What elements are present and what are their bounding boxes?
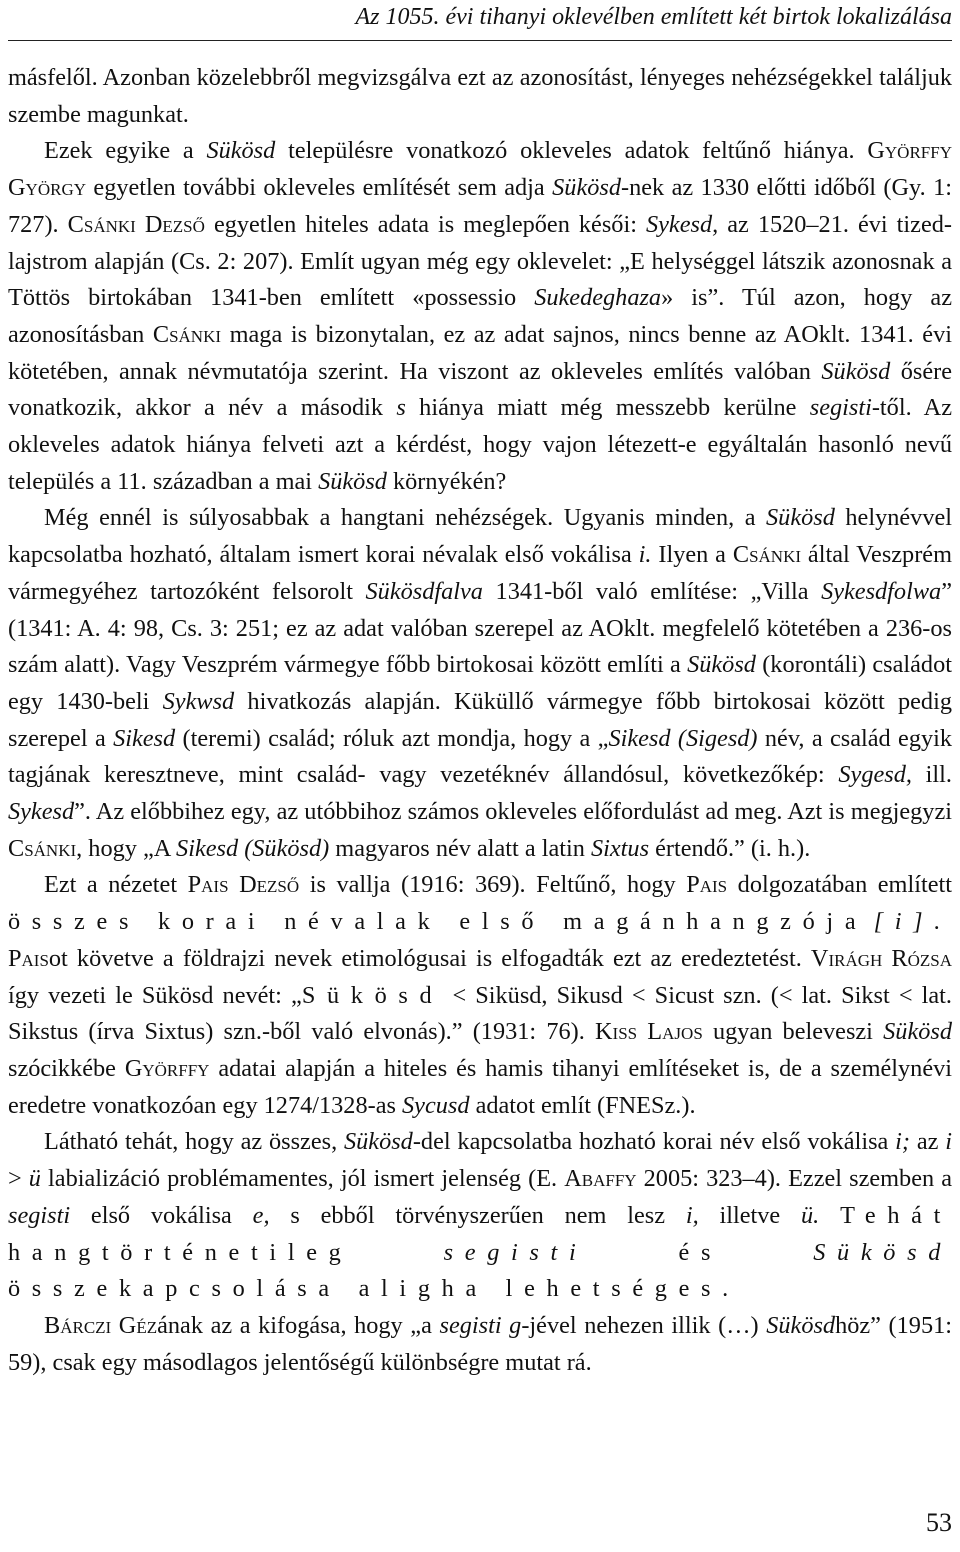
text-span (819, 1202, 840, 1229)
text-span: labializáció problémamentes, jól ismert jelenség (E. (40, 1165, 565, 1193)
text-span: Sykesd, (645, 210, 719, 238)
text-span: -del kapcsolatba hozható korai név első vokálisa (412, 1128, 896, 1156)
text-span: Virágh Rózsa (810, 944, 952, 972)
text-span: Sükösd (343, 1128, 413, 1156)
paragraph (8, 500, 952, 867)
text-span: Pais Dezső (187, 871, 300, 899)
text-span: ill. (911, 761, 952, 789)
running-title: Az 1055. évi tihanyi oklevélben említett két birtok lokalizálása (355, 4, 952, 30)
text-span: Sükösdfalva (365, 577, 483, 605)
text-span: Még ennél is súlyosabbak a hangtani nehézségek. Ugyanis minden, a (44, 504, 767, 532)
header-rule (8, 40, 952, 41)
text-span: (korontáli) családot egy 1430-beli (8, 651, 952, 715)
text-span: településre vonatkozó okleveles adatok feltűnő hiánya. (275, 137, 868, 165)
text-span: Pais (8, 944, 49, 972)
text-span: Sükösd (301, 981, 444, 1009)
text-span: Kiss Lajos (595, 1018, 703, 1046)
text-span: Sykesd (8, 798, 75, 826)
text-span: adatot említ (FNESz.). (469, 1091, 696, 1119)
text-span: ának az a kifogása, hogy „a (157, 1311, 440, 1339)
text-span: (teremi) család; róluk azt mondja, hogy a „ (175, 724, 609, 752)
page-number: 53 (926, 1508, 952, 1537)
text-span: Bárczi Géz (44, 1311, 158, 1339)
text-span: < Siküsd, Sikusd < Sicust szn. (< lat. Sikst < lat. Sikstus (írva Sixtus) szn.-ből való elvonás).” (1931: 76). (8, 981, 952, 1046)
text-span: ” (1341: A. 4: 98, Cs. 3: 251; ez az adat valóban szerepel az AOklt. megfelelő kötetében a 236-os szám alatt). Vagy Veszprém vármegye főbb birtokosai között említi a (8, 577, 952, 679)
text-span: Sixtus (591, 834, 650, 862)
text-span: s ebből törvényszerűen nem lesz (269, 1201, 686, 1229)
text-span: másfelől. Azonban közelebbről megvizsgálva ezt az azonosítást, lényeges nehézségekkel találjuk szembe magunkat. (8, 64, 952, 128)
text-span: 2005: 323–4). Ezzel szemben a (636, 1165, 952, 1193)
text-span: -től. Az okleveles adatok hiánya felveti azt a kérdést, hogy vajon létezett-e egyáltalán hasonló nevű település a 11. században a mai (8, 394, 952, 495)
text-span: szócikkébe (8, 1054, 125, 1082)
running-header (8, 2, 952, 32)
text-span: helynévvel kapcsolatba hozható, általam ismert korai névalak első vokálisa (8, 504, 953, 569)
text-span: 1341-ből való említése: „Villa (482, 577, 822, 605)
text-span: i (945, 1128, 952, 1156)
text-span: ü (28, 1165, 41, 1193)
text-span: így vezeti le Sükösd nevét: „ (8, 981, 302, 1009)
text-span: > (8, 1165, 29, 1193)
text-span: dolgozatában említett (727, 871, 952, 899)
text-span: Sükösd (813, 1238, 953, 1266)
text-span: e, (252, 1201, 270, 1229)
text-span: Sükösd (766, 504, 835, 532)
text-span: , hogy „A (76, 834, 177, 862)
text-span: Sykwsd (162, 687, 235, 715)
text-span: illetve (698, 1201, 802, 1229)
text-span: maga is bizonytalan, ez az adat sajnos, nincs benne az AOklt. 1341. évi kötetében, annak névmutatója szerint. Ha viszont az okleveles említés valóban (8, 320, 952, 385)
text-span: magyaros név alatt a latin (329, 834, 591, 862)
paragraph (8, 133, 952, 500)
text-span: Sykesdfolwa (821, 577, 942, 605)
text-span: segisti (443, 1238, 588, 1266)
text-span: hiánya miatt még messzebb kerülne (405, 394, 810, 422)
paragraph (8, 60, 952, 133)
text-span: név, a család egyik tagjának keresztneve, mint család- vagy vezetéknév állandósul, következőkép: (8, 724, 953, 789)
text-span: hivatkozás alapján. Küküllő vármegye főbb birtokosai között pedig szerepel a (8, 687, 952, 752)
body-text (8, 60, 952, 1381)
text-span: által Veszprém vármegyéhez tartozóként felsorolt (8, 541, 952, 605)
text-span: értendő.” (i. h.). (649, 834, 811, 862)
text-span: egyetlen hiteles adata is meglepően késői: (204, 210, 646, 238)
text-span: összes korai névalak első magánhangzója (8, 908, 868, 936)
text-span: Csánki (152, 320, 222, 348)
text-span: Sükösd (883, 1018, 952, 1046)
text-span: i, (685, 1201, 699, 1229)
text-span: Abaffy (564, 1165, 637, 1193)
text-span: -nek az 1330 előtti időből (Gy. 1: 727). (8, 174, 953, 238)
text-span: segisti g (439, 1311, 522, 1339)
paragraph (8, 1124, 952, 1308)
text-span: Sikesd (113, 724, 176, 752)
text-span: segisti (809, 394, 872, 422)
text-span: Sygesd, (838, 761, 912, 789)
text-span: Csánki (732, 541, 802, 569)
text-span: höz” (1951: 59), csak egy másodlagos jelentőségű különbségre mutat rá. (8, 1311, 952, 1376)
text-span: egyetlen további okleveles említését sem adja (86, 174, 553, 202)
text-span (722, 1239, 813, 1266)
text-span: Györffy (124, 1054, 210, 1082)
paragraph (8, 867, 952, 1124)
text-span: összekapcsolása aligha lehetséges. (8, 1275, 740, 1303)
text-span: ősére vonatkozik, akkor a név a második (8, 357, 952, 422)
text-span: Sycusd (402, 1091, 470, 1119)
text-span: és (678, 1238, 723, 1266)
text-span: Csánki (8, 834, 77, 862)
text-span: segisti (8, 1201, 71, 1229)
text-span: Sükösd (318, 467, 387, 495)
text-span: első vokálisa (70, 1201, 253, 1229)
text-span: környékén? (386, 467, 507, 495)
text-span (587, 1239, 678, 1266)
text-span: ot követve a földrajzi nevek etimológusai is elfogadták ezt az eredeztetést. (48, 944, 811, 972)
text-span: Sükösd (687, 651, 756, 679)
text-span: Györffy György (8, 137, 952, 202)
text-span: -jével nehezen illik (…) (521, 1311, 767, 1339)
text-span: Pais (686, 871, 728, 899)
text-span: ü. (801, 1201, 820, 1229)
text-span: Sükösd (766, 1311, 836, 1339)
text-span: s (396, 394, 406, 422)
text-span: Látható tehát, hogy az összes, (44, 1128, 344, 1156)
text-span (353, 1239, 444, 1266)
text-span: Tehát hangtörténetileg (8, 1201, 952, 1266)
text-span: Sükösd (206, 137, 276, 165)
text-span: i. (638, 541, 652, 569)
text-span: ”. Az előbbihez egy, az utóbbihoz számos okleveles előfordulást ad meg. Azt is megjegyzi (74, 798, 952, 826)
text-span: Sikesd (Sigesd) (608, 724, 758, 752)
text-span: az (909, 1128, 946, 1156)
text-span: ugyan beleveszi (702, 1018, 884, 1046)
text-span: » is”. Túl azon, hogy az azonosításban (8, 284, 952, 348)
text-span: Sükösd (821, 357, 891, 385)
text-span: is vallja (1916: 369). Feltűnő, hogy (299, 871, 687, 899)
text-span: Ilyen a (651, 541, 733, 569)
text-span: Csánki Dezső (67, 210, 205, 238)
paragraph (8, 1308, 952, 1381)
text-span: Sükösd (552, 174, 621, 202)
text-span: Ezt a nézetet (44, 871, 188, 899)
text-span: Ezek egyike a (44, 137, 207, 165)
text-span: adatai alapján a hiteles és hamis tihanyi említéseket is, de a személynévi eredetre vonatkozóan egy 1274/1328-as (8, 1054, 952, 1119)
text-span: [i]. (873, 908, 952, 936)
text-span: i; (895, 1128, 910, 1156)
text-span: Sikesd (Sükösd) (176, 834, 330, 862)
text-span: Sukedeghaza (534, 284, 662, 312)
text-span: az 1520–21. évi tized-lajstrom alapján (Cs. 2: 207). Említ ugyan még egy oklevelet: „E helységgel látszik azonosnak a Töttös birtokában 1341-ben említett «possessio (8, 210, 952, 312)
